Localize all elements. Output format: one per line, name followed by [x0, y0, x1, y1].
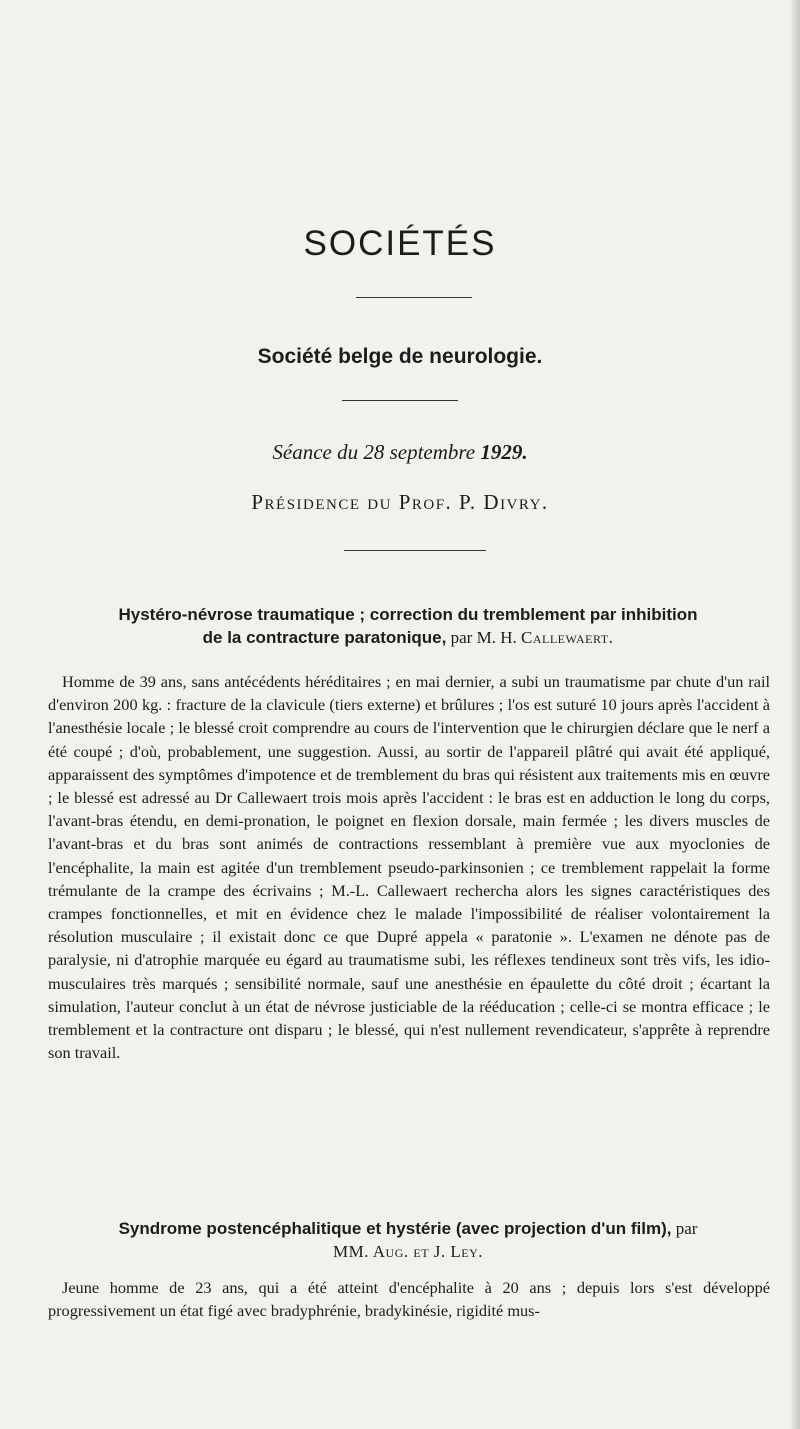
article-authors: MM. Aug. et J. Ley. — [332, 1242, 484, 1261]
session-year: 1929. — [480, 440, 528, 464]
article-title-main: Hystéro-névrose traumatique ; correction du tremblement par inhibition — [118, 605, 698, 624]
article-byline: par M. H. — [450, 628, 517, 647]
presidence-line: Présidence du Prof. P. Divry. — [251, 490, 549, 514]
session-date — [0, 440, 800, 465]
society-heading: Société belge de neurologie. — [257, 345, 543, 368]
page-edge-shadow — [790, 0, 800, 1429]
article-title-main: Syndrome postencéphalitique et hystérie (avec projection d'un film), — [118, 1219, 672, 1238]
journal-section-title: SOCIÉTÉS — [303, 224, 497, 263]
article-byline: par — [675, 1219, 698, 1238]
session-date-text: Séance du 28 septembre — [272, 440, 476, 464]
article-title — [48, 603, 768, 649]
article-paragraph: Jeune homme de 23 ans, qui a été atteint d'encéphalite à 20 ans ; depuis lors s'est développé progressivement un état figé avec bradyphrénie, bradykinésie, rigidité mus- — [48, 1278, 770, 1321]
show-through-text — [60, 85, 790, 501]
article-paragraph: Homme de 39 ans, sans antécédents héréditaires ; en mai dernier, a subi un traumatisme par chute d'un rail d'environ 200 kg. : fracture de la clavicule (tiers externe) et brûlures ; l'os est suturé 10 jours après l'accident à l'anesthésie locale ; le blessé croit comprendre au cours de l'intervention que le chirurgien déclare que le nerf a été coupé ; d'où, probablement, une suggestion. Aussi, au sortir de l'appareil plâtré qui avait été appliqué, apparaissent des symptômes d'impotence et de tremblement du bras qui résistent aux traitements mis en œuvre ; le blessé est adressé au Dr Callewaert trois mois après l'accident : le bras est en adduction le long du corps, l'avant-bras étendu, en demi-pronation, le poignet en flexion dorsale, main fermée ; les divers muscles de l'avant-bras et du bras sont animés de contractions ressemblant à première vue aux myoclonies de l'encéphalite, la main est agitée d'un tremblement pseudo-parkinsonien ; ce tremblement rappelait la forme trémulante de la crampe des écrivains ; M.-L. Callewaert rechercha alors les signes caractéristiques des crampes fonctionnelles, et mit en évidence chez le malade l'impossibilité de réaliser volontairement la résolution musculaire ; il existait donc ce que Dupré appela « paratonie ». L'examen ne dénote pas de paralysie, ni d'atrophie marquée eu égard au traumatisme subi, les réflexes tendineux sont très vifs, les idio-musculaires très marqués ; sensibilité normale, sauf une anesthésie en épaulette du côté droit ; écartant la simulation, l'auteur conclut à un état de névrose justiciable de la rééducation ; celle-ci se montra efficace ; le tremblement et la contracture ont disparu ; le blessé, qui n'est nullement revendicateur, s'apprête à reprendre son travail. — [48, 672, 770, 1063]
divider — [344, 550, 486, 551]
article-body — [48, 1276, 770, 1322]
article-body — [48, 670, 770, 1064]
article-title — [48, 1217, 768, 1263]
article-author: Callewaert. — [520, 628, 614, 647]
divider — [342, 400, 458, 401]
article-title-continued: de la contracture paratonique, — [202, 628, 447, 647]
divider — [356, 297, 472, 298]
